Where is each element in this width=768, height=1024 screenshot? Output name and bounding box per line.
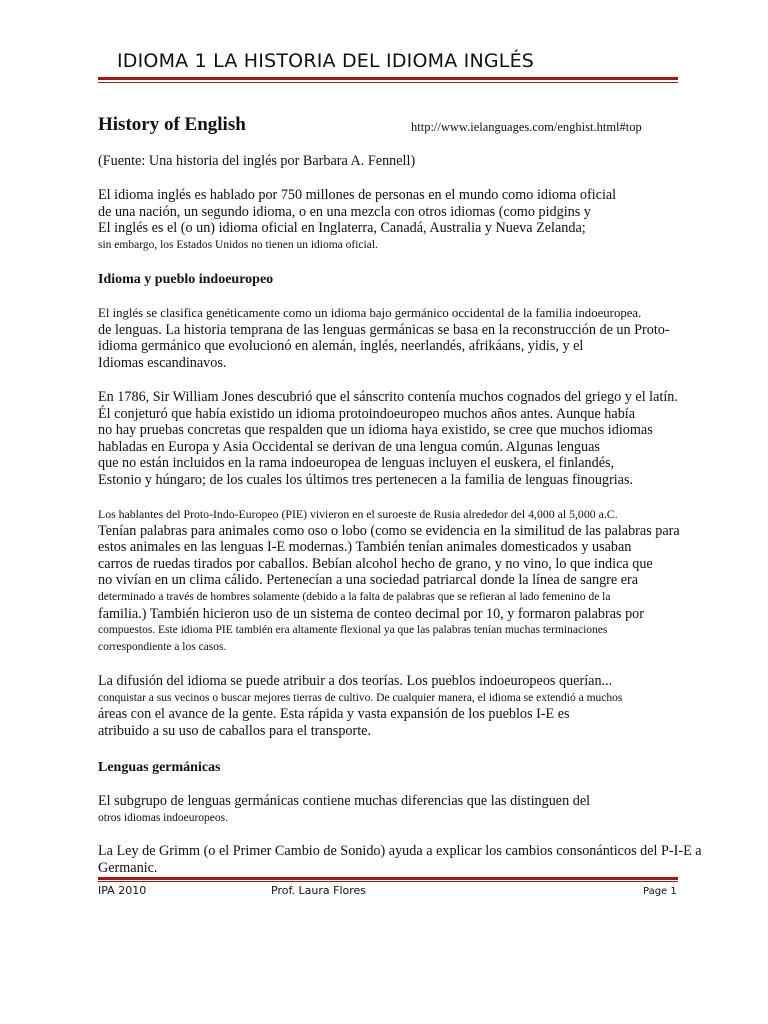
text-line: conquistar a sus vecinos o buscar mejores tierras de cultivo. De cualquier manera, el idioma se extendió a muchos [98,691,623,704]
footer-page-number: Page 1 [643,886,677,897]
text-line: idioma germánico que evolucionó en alemán, inglés, neerlandés, afrikáans, yidis, y el [98,338,584,355]
document-title: History of English [98,114,246,135]
text-line: habladas en Europa y Asia Occidental se derivan de una lengua común. Algunas lenguas [98,438,600,455]
header-rule-thick [98,77,678,80]
text-line: sin embargo, los Estados Unidos no tienen un idioma oficial. [98,238,378,251]
text-line: atribuido a su uso de caballos para el transporte. [98,722,372,739]
text-line: de una nación, un segundo idioma, o en una mezcla con otros idiomas (como pidgins y [98,203,591,220]
text-line: estos animales en las lenguas I-E modernas.) También tenían animales domesticados y usaban [98,539,632,556]
text-line: áreas con el avance de la gente. Esta rápida y vasta expansión de los pueblos I-E es [98,706,570,723]
intro-paragraph [98,187,738,253]
section-heading-indoeuropeo: Idioma y pueblo indoeuropeo [98,272,274,287]
text-line: Tenían palabras para animales como oso o lobo (como se evidencia en la similitud de las palabras para [98,522,680,539]
footer-left: IPA 2010 [98,884,147,897]
text-line: En 1786, Sir William Jones descubrió que el sánscrito contenía muchos cognados del griego y el latín. [98,389,678,405]
text-line: Germanic. [98,859,158,876]
section-heading-germanicas: Lenguas germánicas [98,760,221,775]
text-line: Estonio y húngaro; de los cuales los últimos tres pertenecen a la familia de lenguas finougrias. [98,471,634,488]
source-line: (Fuente: Una historia del inglés por Barbara A. Fennell) [98,153,416,169]
paragraph-4 [98,673,738,739]
footer-author: Prof. Laura Flores [271,884,367,897]
text-line: no vivían en un clima cálido. Pertenecían a una sociedad patriarcal donde la línea de sangre era [98,572,639,589]
paragraph-3 [98,506,738,655]
page-header-title: IDIOMA 1 LA HISTORIA DEL IDIOMA INGLÉS [117,50,535,72]
paragraph-5 [98,793,738,826]
text-line: no hay pruebas concretas que respalden que un idioma haya existido, se cree que muchos idiomas [98,422,653,439]
text-line: El subgrupo de lenguas germánicas contiene muchas diferencias que las distinguen del [98,793,591,809]
paragraph-6 [98,843,738,876]
text-line: de lenguas. La historia temprana de las lenguas germánicas se basa en la reconstrucción de un Proto- [98,321,670,338]
text-line: otros idiomas indoeuropeos. [98,811,228,824]
text-line: familia.) También hicieron uso de un sistema de conteo decimal por 10, y formaron palabras por [98,605,644,622]
text-line: Los hablantes del Proto-Indo-Europeo (PIE) vivieron en el suroeste de Rusia alrededor del 4,000 al 5,000 a.C. [98,507,618,521]
text-line: El inglés es el (o un) idioma oficial en Inglaterra, Canadá, Australia y Nueva Zelanda; [98,220,586,237]
text-line: determinado a través de hombres solamente (debido a la falta de palabras que se refieran al lado femenino de la [98,590,611,603]
source-note [98,153,738,170]
paragraph-1 [98,305,738,371]
text-line: Idiomas escandinavos. [98,354,227,371]
paragraph-2 [98,389,738,489]
text-line: Él conjeturó que había existido un idioma protoindoeuropeo muchos años antes. Aunque había [98,405,636,422]
footer-rule-thin [98,881,678,882]
text-line: correspondiente a los casos. [98,640,227,653]
text-line: El idioma inglés es hablado por 750 millones de personas en el mundo como idioma oficial [98,187,617,203]
text-line: que no están incluidos en la rama indoeuropea de lenguas incluyen el euskera, el finlandés, [98,455,615,472]
text-line: La difusión del idioma se puede atribuir a dos teorías. Los pueblos indoeuropeos querían... [98,673,613,689]
text-line: compuestos. Este idioma PIE también era altamente flexional ya que las palabras tenían muchas terminaciones [98,624,608,637]
text-line: El inglés se clasifica genéticamente como un idioma bajo germánico occidental de la familia indoeuropea. [98,306,642,320]
header-rule-thin [98,82,678,83]
source-url[interactable]: http://www.ielanguages.com/enghist.html#top [411,120,642,134]
text-line: La Ley de Grimm (o el Primer Cambio de Sonido) ayuda a explicar los cambios consonánticos del P-I-E a [98,843,702,859]
text-line: carros de ruedas tirados por caballos. Bebían alcohol hecho de grano, y no vino, lo que indica que [98,555,653,572]
footer-rule-thick [98,877,678,880]
